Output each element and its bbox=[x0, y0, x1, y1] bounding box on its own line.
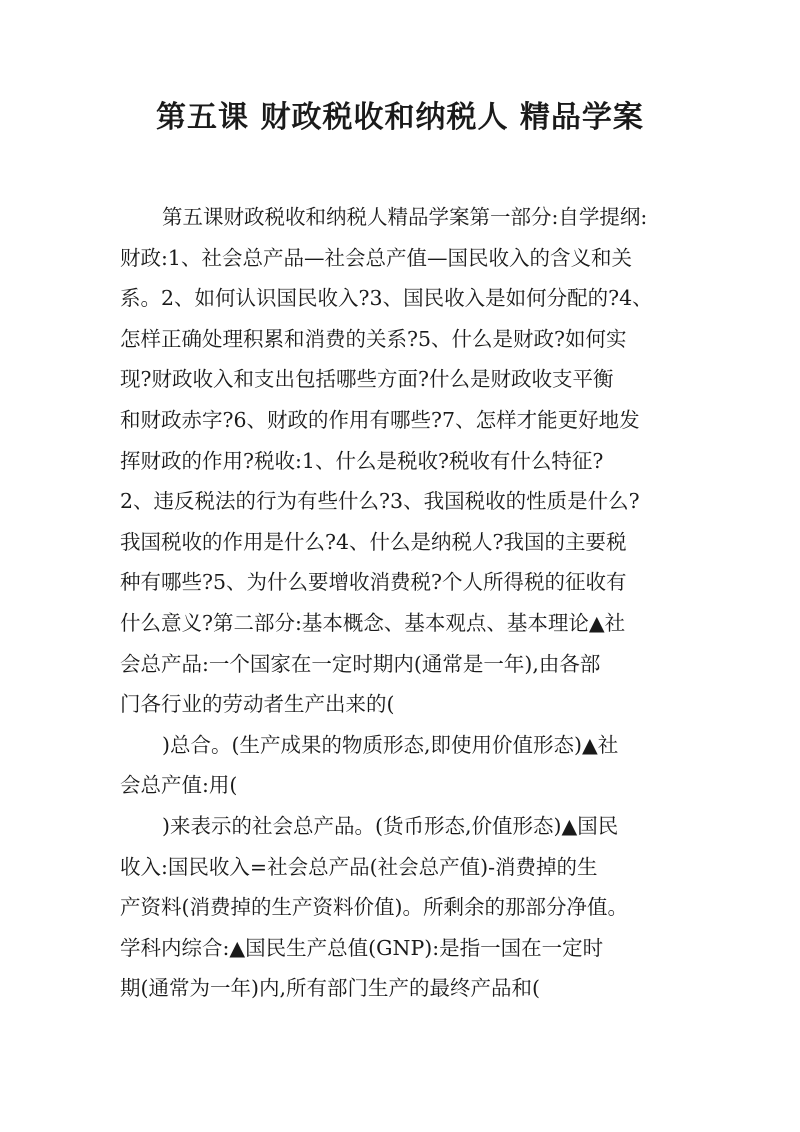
body-line: 我国税收的作用是什么?4、什么是纳税人?我国的主要税 bbox=[120, 529, 627, 554]
body-line: 怎样正确处理积累和消费的关系?5、什么是财政?如何实 bbox=[120, 326, 627, 351]
body-line: 财政:1、社会总产品—社会总产值—国民收入的含义和关 bbox=[120, 245, 632, 270]
body-line: 种有哪些?5、为什么要增收消费税?个人所得税的征收有 bbox=[120, 570, 627, 595]
document-title: 第五课 财政税收和纳税人 精品学案 bbox=[156, 100, 644, 135]
body-line: 产资料(消费掉的生产资料价值)。所剩余的那部分净值。 bbox=[120, 895, 628, 920]
document-body bbox=[120, 197, 690, 1009]
body-line: 挥财政的作用?税收:1、什么是税收?税收有什么特征? bbox=[120, 448, 604, 473]
body-line: )总合。(生产成果的物质形态,即使用价值形态)▲社 bbox=[162, 732, 619, 757]
body-line: 第五课财政税收和纳税人精品学案第一部分:自学提纲: bbox=[162, 205, 648, 229]
body-line: 和财政赤字?6、财政的作用有哪些?7、怎样才能更好地发 bbox=[120, 407, 640, 432]
body-line: )来表示的社会总产品。(货币形态,价值形态)▲国民 bbox=[162, 813, 619, 838]
body-line: 学科内综合:▲国民生产总值(GNP):是指一国在一定时 bbox=[120, 935, 604, 960]
body-line: 2、违反税法的行为有些什么?3、我国税收的性质是什么? bbox=[120, 489, 640, 514]
body-line: 收入:国民收入=社会总产品(社会总产值)-消费掉的生 bbox=[120, 854, 598, 879]
body-line: 门各行业的劳动者生产出来的( bbox=[120, 692, 395, 717]
body-line: 会总产值:用( bbox=[120, 773, 238, 798]
body-line: 现?财政收入和支出包括哪些方面?什么是财政收支平衡 bbox=[120, 367, 614, 392]
body-line: 会总产品:一个国家在一定时期内(通常是一年),由各部 bbox=[120, 651, 601, 676]
body-line: 系。2、如何认识国民收入?3、国民收入是如何分配的?4、 bbox=[120, 286, 653, 311]
body-line: 期(通常为一年)内,所有部门生产的最终产品和( bbox=[120, 976, 541, 1001]
body-line: 什么意义?第二部分:基本概念、基本观点、基本理论▲社 bbox=[120, 610, 626, 635]
